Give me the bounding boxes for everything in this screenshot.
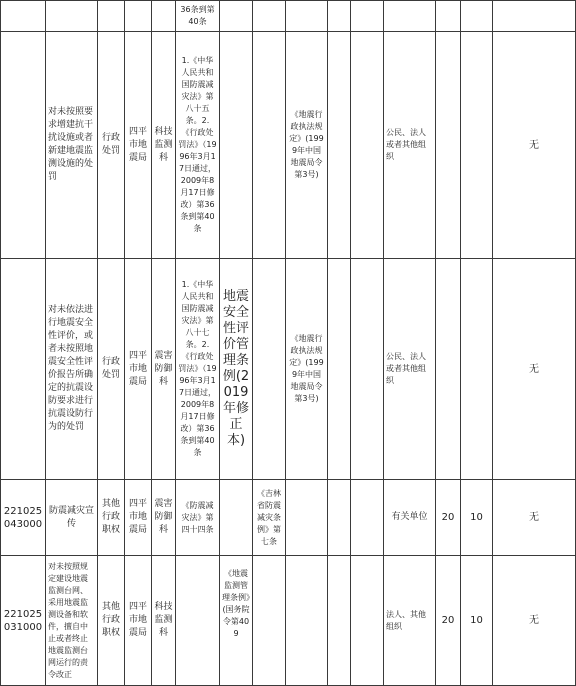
agency-cell: 四平市地震局 bbox=[128, 602, 147, 638]
basis-national-cell: 《防震减灾法》第四十四条 bbox=[181, 500, 214, 534]
time-promised-cell bbox=[461, 32, 492, 258]
regulation-cell: 《地震监测管理条例》(国务院令第409 bbox=[222, 569, 250, 638]
basis-national-cell bbox=[176, 556, 219, 685]
time-legal-cell bbox=[436, 32, 460, 258]
time-legal-cell: 20 bbox=[441, 615, 455, 626]
rule-cell: 《地震行政执法规定》(1999年中国地震局令 第3号) bbox=[289, 334, 324, 403]
agency-cell: 四平市地震局 bbox=[128, 126, 147, 163]
basis-national-cell: 1.《中华人民共和国防震减灾法》第八十七条。2.《行政处罚法》（1996年3月17日通过，2009年8月17日修改）第36条到第40条 bbox=[178, 280, 217, 457]
fee-cell: 无 bbox=[529, 363, 539, 375]
code-cell: 221025031000 bbox=[3, 608, 43, 633]
row-rule bbox=[0, 0, 576, 1]
fee-cell: 无 bbox=[529, 512, 539, 523]
time-promised-cell: 10 bbox=[470, 512, 483, 523]
office-cell: 震害防御科 bbox=[154, 350, 173, 387]
rule-cell: 《地震行政执法规定》(1999年中国地震局令 第3号) bbox=[289, 110, 324, 179]
office-cell: 科技监测科 bbox=[154, 126, 173, 163]
fee-cell: 无 bbox=[529, 615, 539, 626]
category-cell: 行政处罚 bbox=[101, 357, 120, 380]
rule-cell bbox=[286, 480, 327, 555]
office-cell: 震害防御科 bbox=[154, 499, 173, 535]
code-cell: 221025043000 bbox=[3, 505, 43, 530]
category-cell: 行政处罚 bbox=[101, 133, 120, 156]
object-cell: 公民、法人或者其他组织 bbox=[386, 128, 426, 161]
office-cell: 科技监测科 bbox=[154, 602, 173, 638]
time-legal-cell bbox=[436, 259, 460, 479]
item-name-cell: 对未按照要求增建抗干扰设施或者新建地震监测设施的处罚 bbox=[48, 107, 94, 182]
regulation-cell: 地震安全性评价管理条例(2019年修正本) bbox=[222, 289, 250, 448]
column-rule bbox=[350, 0, 351, 686]
rule-cell bbox=[286, 556, 327, 685]
time-promised-cell: 10 bbox=[470, 615, 483, 626]
code-cell bbox=[1, 259, 45, 479]
item-name-cell: 防震减灾宣传 bbox=[48, 505, 94, 529]
provincial-cell bbox=[253, 556, 285, 685]
category-cell: 其他行政职权 bbox=[101, 499, 120, 535]
time-promised-cell bbox=[461, 259, 492, 479]
code-cell bbox=[1, 32, 45, 258]
agency-cell: 四平市地震局 bbox=[128, 499, 147, 535]
item-name-cell: 对未按照规定建设地震监测台网、采用地震监测设备和软件，擅自中止或者终止地震监测台网运行的责令改正 bbox=[48, 561, 88, 679]
provincial-cell bbox=[253, 259, 285, 479]
item-name-cell: 对未依法进行地震安全性评价，或者未按照地震安全性评价报告所确定的抗震设防要求进行抗震设防行为的处罚 bbox=[48, 305, 94, 432]
regulation-cell bbox=[220, 480, 252, 555]
object-cell: 有关单位 bbox=[391, 512, 428, 522]
basis-national-cell: 36条到第40条 bbox=[180, 5, 215, 26]
category-cell: 其他行政职权 bbox=[101, 602, 120, 638]
provincial-cell: 《吉林省防震减灾条例》第七条 bbox=[257, 488, 281, 546]
object-cell: 公民、法人或者其他组织 bbox=[386, 352, 426, 385]
regulation-cell bbox=[220, 32, 252, 258]
provincial-cell bbox=[253, 32, 285, 258]
basis-national-cell: 1.《中华人民共和国防震减灾法》第八十五条。2.《行政处罚法》（1996年3月17日通过，2009年8月17日修改）第36条到第40条 bbox=[178, 56, 217, 233]
column-rule bbox=[327, 0, 328, 686]
agency-cell: 四平市地震局 bbox=[128, 350, 147, 387]
fee-cell: 无 bbox=[529, 139, 539, 151]
object-cell: 法人、其他组织 bbox=[386, 609, 426, 631]
time-legal-cell: 20 bbox=[441, 512, 455, 523]
